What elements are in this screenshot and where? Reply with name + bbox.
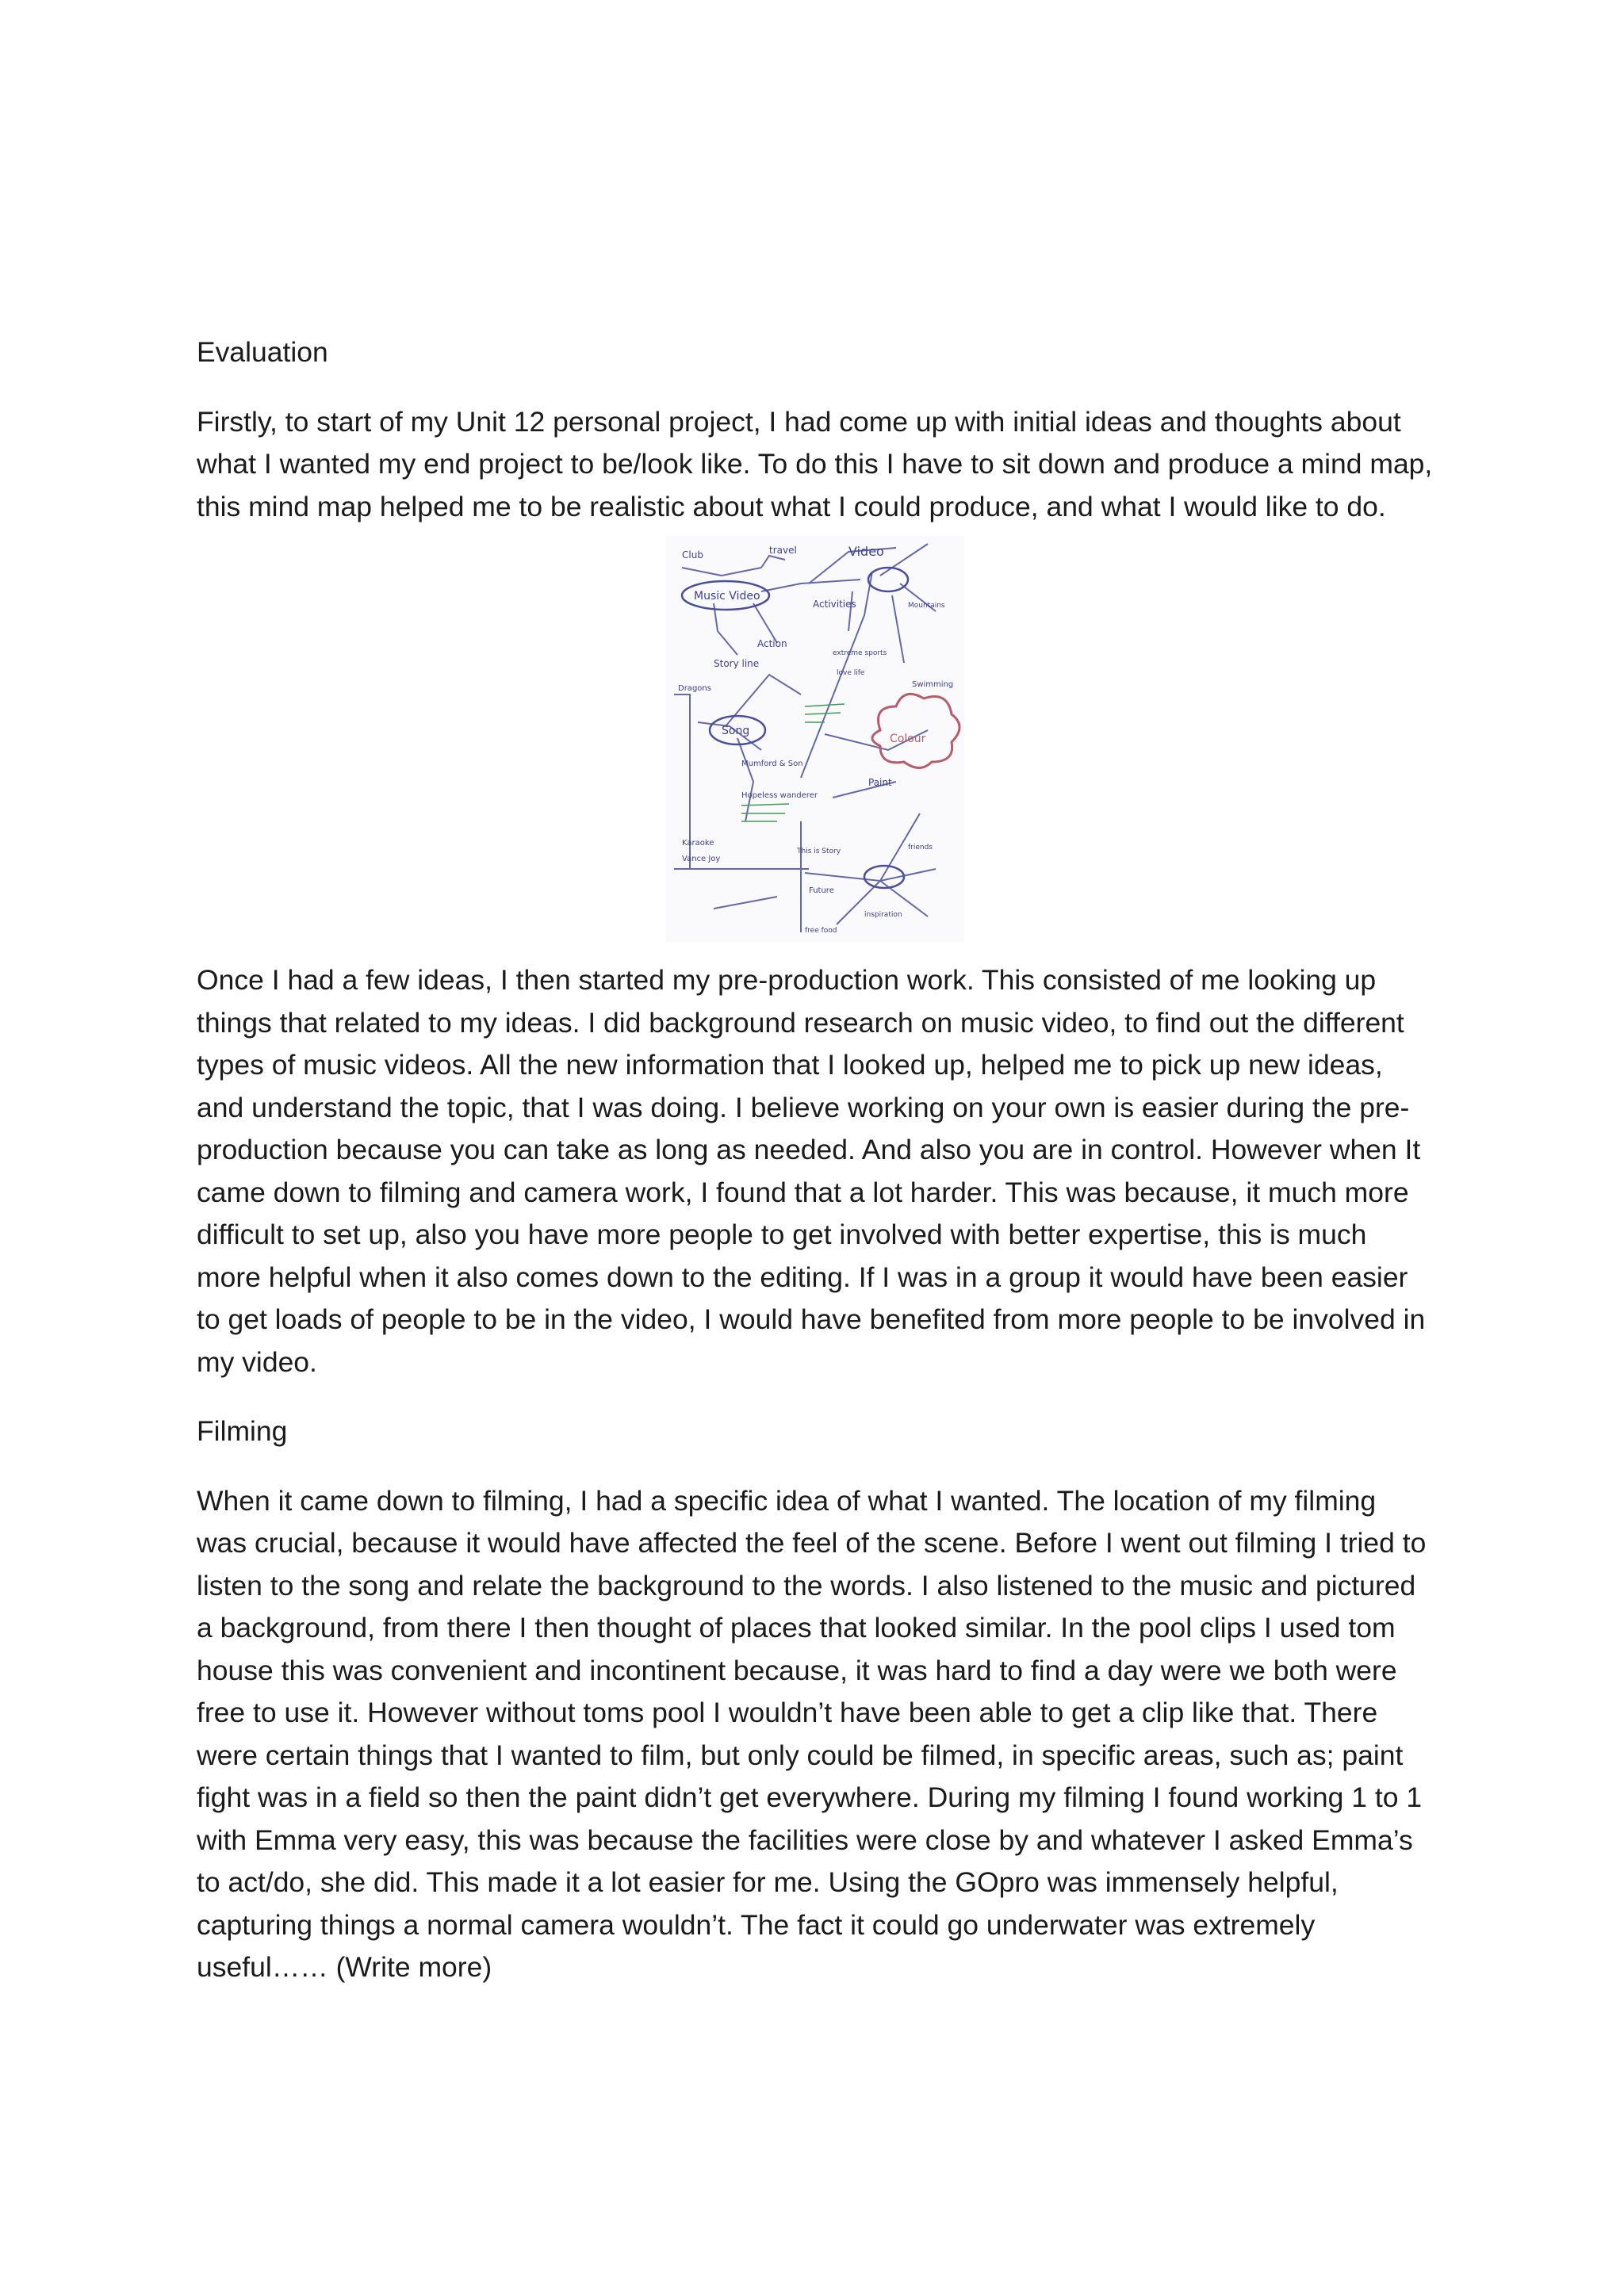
paragraph-pre-production: Once I had a few ideas, I then started my pre-production work. This consisted of me looking up things that related to my ideas. I did background research on music video, to find out the different types of music videos. All the new information that I looked up, helped me to pick up new ideas, and understand the topic, that I was doing. I believe working on your own is easier during the pre-production because you can take as long as needed. And also you are in control. However when It came down to filming and camera work, I found that a lot harder. This was because, it much more difficult to set up, also you have more people to get involved with better expertise, this is much more helpful when it also comes down to the editing. If I was in a group it would have been easier to get loads of people to be in the video, I would have benefited from more people to be involved in my video. [197, 964, 1426, 1378]
mm-label-inspiration: inspiration [864, 911, 902, 919]
mm-label-song: Song [722, 725, 750, 737]
mm-label-karaoke: Karaoke [682, 839, 714, 848]
mm-label-extreme-sports: extreme sports [833, 649, 887, 657]
heading-filming: Filming [197, 1415, 288, 1447]
mm-label-travel: travel [769, 545, 797, 556]
mm-label-future: Future [809, 886, 834, 895]
mind-map-figure [197, 536, 1434, 942]
mm-label-music-video: Music Video [694, 590, 760, 603]
mm-label-story-line: Story line [714, 658, 760, 669]
mm-label-video: Video [848, 544, 884, 559]
mm-label-friends: friends [908, 844, 933, 851]
mm-label-mountains: Mountains [908, 602, 945, 610]
mm-label-colour: Colour [890, 733, 926, 745]
mm-label-activities: Activities [813, 599, 856, 610]
mm-label-hopeless-wanderer: Hopeless wanderer [741, 791, 818, 800]
mm-label-this-is-story: This is Story [797, 848, 841, 855]
paragraph-filming: When it came down to filming, I had a specific idea of what I wanted. The location of my filming was crucial, because it would have affected the feel of the scene. Before I went out filming I tried to listen to the song and relate the background to the words. I also listened to the music and pictured a background, from there I then thought of places that looked similar. In the pool clips I used tom house this was convenient and incontinent because, it was hard to find a day were we both were free to use it. However without toms pool I wouldn’t have been able to get a clip like that. There were certain things that I wanted to film, but only could be filmed, in specific areas, such as; paint fight was in a field so then the paint didn’t get everywhere. During my filming I found working 1 to 1 with Emma very easy, this was because the facilities were close by and whatever I asked Emma’s to act/do, she did. This made it a lot easier for me. Using the GOpro was immensely helpful, capturing things a normal camera wouldn’t. The fact it could go underwater was extremely useful…… (Write more) [197, 1484, 1427, 1983]
mm-label-dragons: Dragons [678, 684, 711, 693]
mind-map-image [666, 536, 964, 942]
mm-label-vance-joy: Vance Joy [682, 855, 721, 863]
mm-label-paint: Paint [868, 777, 892, 788]
mm-label-swimming: Swimming [912, 680, 954, 689]
mm-label-love-life: love life [837, 669, 865, 677]
document-body [197, 331, 1434, 2016]
mm-label-action: Action [757, 638, 787, 649]
mm-label-free-food: free food [805, 927, 837, 935]
mm-label-mumford-sons: Mumford & Son [741, 760, 803, 768]
heading-evaluation: Evaluation [197, 336, 328, 368]
mm-label-club: Club [682, 549, 703, 561]
paragraph-intro: Firstly, to start of my Unit 12 personal project, I had come up with initial ideas and thoughts about what I wanted my end project to be/look like. To do this I have to sit down and produce a mind map, this mind map helped me to be realistic about what I could produce, and what I would like to do. [197, 405, 1433, 522]
